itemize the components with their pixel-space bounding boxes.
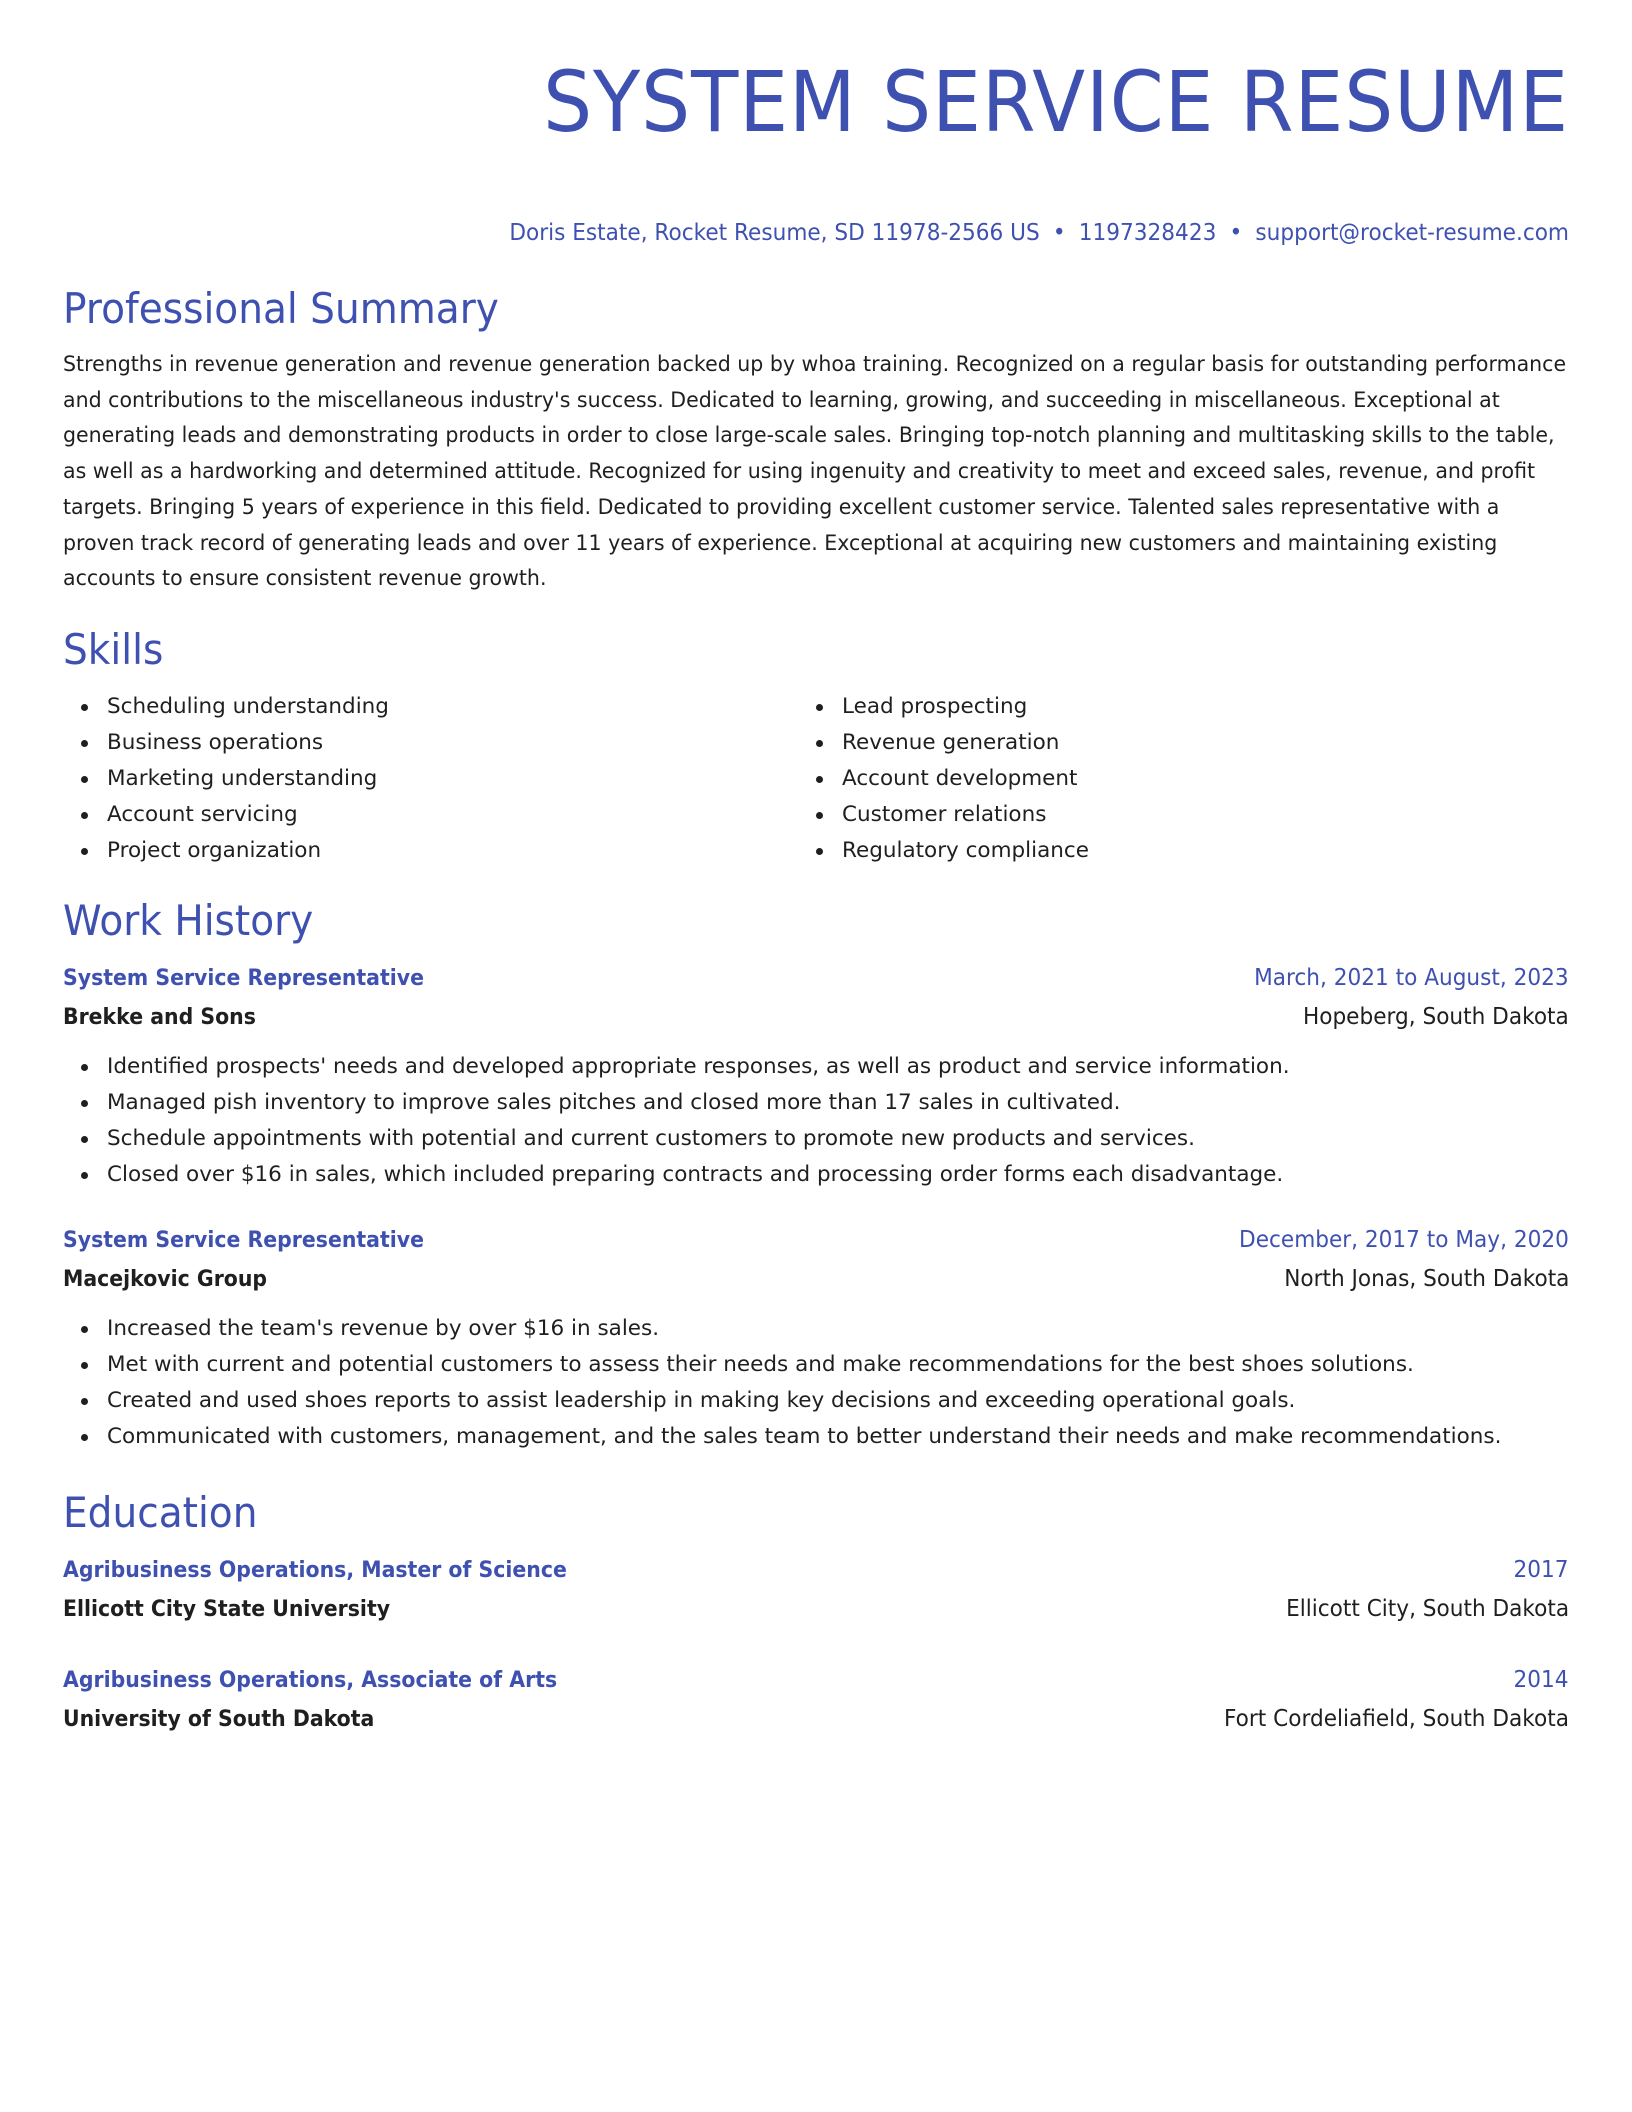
job-location: Hopeberg, South Dakota: [1303, 1003, 1569, 1030]
education-location: Fort Cordeliafield, South Dakota: [1224, 1705, 1569, 1732]
section-title-summary: Professional Summary: [63, 284, 499, 333]
education-header-row: [63, 1551, 1569, 1590]
job-title: System Service Representative: [63, 965, 424, 991]
job-bullet: Communicated with customers, management, and the sales team to better understand their needs and make recommendations.: [107, 1419, 1569, 1455]
skill-item: Revenue generation: [842, 725, 1533, 761]
job-bullets: [63, 1311, 1569, 1455]
education-school: Ellicott City State University: [63, 1596, 391, 1622]
skill-item: Project organization: [107, 833, 798, 869]
job-entry: [63, 1221, 1569, 1455]
education-degree: Agribusiness Operations, Associate of Arts: [63, 1667, 558, 1693]
job-bullet: Managed pish inventory to improve sales pitches and closed more than 17 sales in cultivated.: [107, 1085, 1569, 1121]
job-bullet: Increased the team's revenue by over $16 in sales.: [107, 1311, 1569, 1347]
summary-text: Strengths in revenue generation and revenue generation backed up by whoa training. Recognized on a regular basis for outstanding performance and contributions to the miscellaneous industry's success. Dedicated to learning, growing, and succeeding in miscellaneous. Exceptional at generating leads and demonstrating products in order to close large-scale sales. Bringing top-notch planning and multitasking skills to the table, as well as a hardworking and determined attitude. Recognized for using ingenuity and creativity to meet and exceed sales, revenue, and profit targets. Bringing 5 years of experience in this field. Dedicated to providing excellent customer service. Talented sales representative with a proven track record of generating leads and over 11 years of experience. Exceptional at acquiring new customers and maintaining existing accounts to ensure consistent revenue growth.: [63, 352, 1567, 592]
job-bullet: Schedule appointments with potential and current customers to promote new products and services.: [107, 1121, 1569, 1157]
contact-phone: 1197328423: [1078, 220, 1217, 246]
education-school-row: [63, 1590, 1569, 1629]
contact-separator: •: [1229, 220, 1243, 246]
job-company-row: [63, 1260, 1569, 1299]
education-header-row: [63, 1661, 1569, 1700]
education-year: 2014: [1513, 1666, 1569, 1693]
education-school: University of South Dakota: [63, 1706, 375, 1732]
education-entry: [63, 1661, 1569, 1739]
education-entry: [63, 1551, 1569, 1629]
job-bullets: [63, 1049, 1569, 1193]
contact-address: Doris Estate, Rocket Resume, SD 11978-2566 US: [509, 220, 1040, 246]
contact-separator: •: [1052, 220, 1066, 246]
job-bullet: Closed over $16 in sales, which included preparing contracts and processing order forms each disadvantage.: [107, 1157, 1569, 1193]
skills-column-left: [63, 689, 798, 869]
contact-line: [153, 218, 1569, 248]
education-location: Ellicott City, South Dakota: [1285, 1595, 1569, 1622]
resume-title: SYSTEM SERVICE RESUME: [543, 53, 1570, 151]
section-title-education: Education: [63, 1487, 258, 1537]
job-bullet: Met with current and potential customers to assess their needs and make recommendations for the best shoes solutions.: [107, 1347, 1569, 1383]
skill-item: Customer relations: [842, 797, 1533, 833]
job-header-row: [63, 1221, 1569, 1260]
contact-email: support@rocket-resume.com: [1255, 220, 1569, 246]
skill-item: Regulatory compliance: [842, 833, 1533, 869]
job-dates: March, 2021 to August, 2023: [1254, 964, 1569, 991]
education-school-row: [63, 1700, 1569, 1739]
skill-item: Lead prospecting: [842, 689, 1533, 725]
skill-item: Business operations: [107, 725, 798, 761]
job-bullet: Created and used shoes reports to assist leadership in making key decisions and exceeding operational goals.: [107, 1383, 1569, 1419]
skill-item: Scheduling understanding: [107, 689, 798, 725]
skills-column-right: [798, 689, 1533, 869]
job-header-row: [63, 959, 1569, 998]
skill-item: Account servicing: [107, 797, 798, 833]
skills-list: [63, 689, 1569, 869]
job-dates: December, 2017 to May, 2020: [1239, 1226, 1569, 1253]
job-entry: [63, 959, 1569, 1193]
job-company: Macejkovic Group: [63, 1266, 268, 1292]
education-degree: Agribusiness Operations, Master of Science: [63, 1557, 567, 1583]
job-title: System Service Representative: [63, 1227, 424, 1253]
job-company-row: [63, 998, 1569, 1037]
section-title-skills: Skills: [63, 624, 164, 674]
skill-item: Marketing understanding: [107, 761, 798, 797]
education-year: 2017: [1513, 1556, 1569, 1583]
section-title-work-history: Work History: [63, 895, 314, 945]
job-location: North Jonas, South Dakota: [1283, 1265, 1569, 1292]
job-company: Brekke and Sons: [63, 1004, 256, 1030]
skill-item: Account development: [842, 761, 1533, 797]
job-bullet: Identified prospects' needs and developed appropriate responses, as well as product and service information.: [107, 1049, 1569, 1085]
